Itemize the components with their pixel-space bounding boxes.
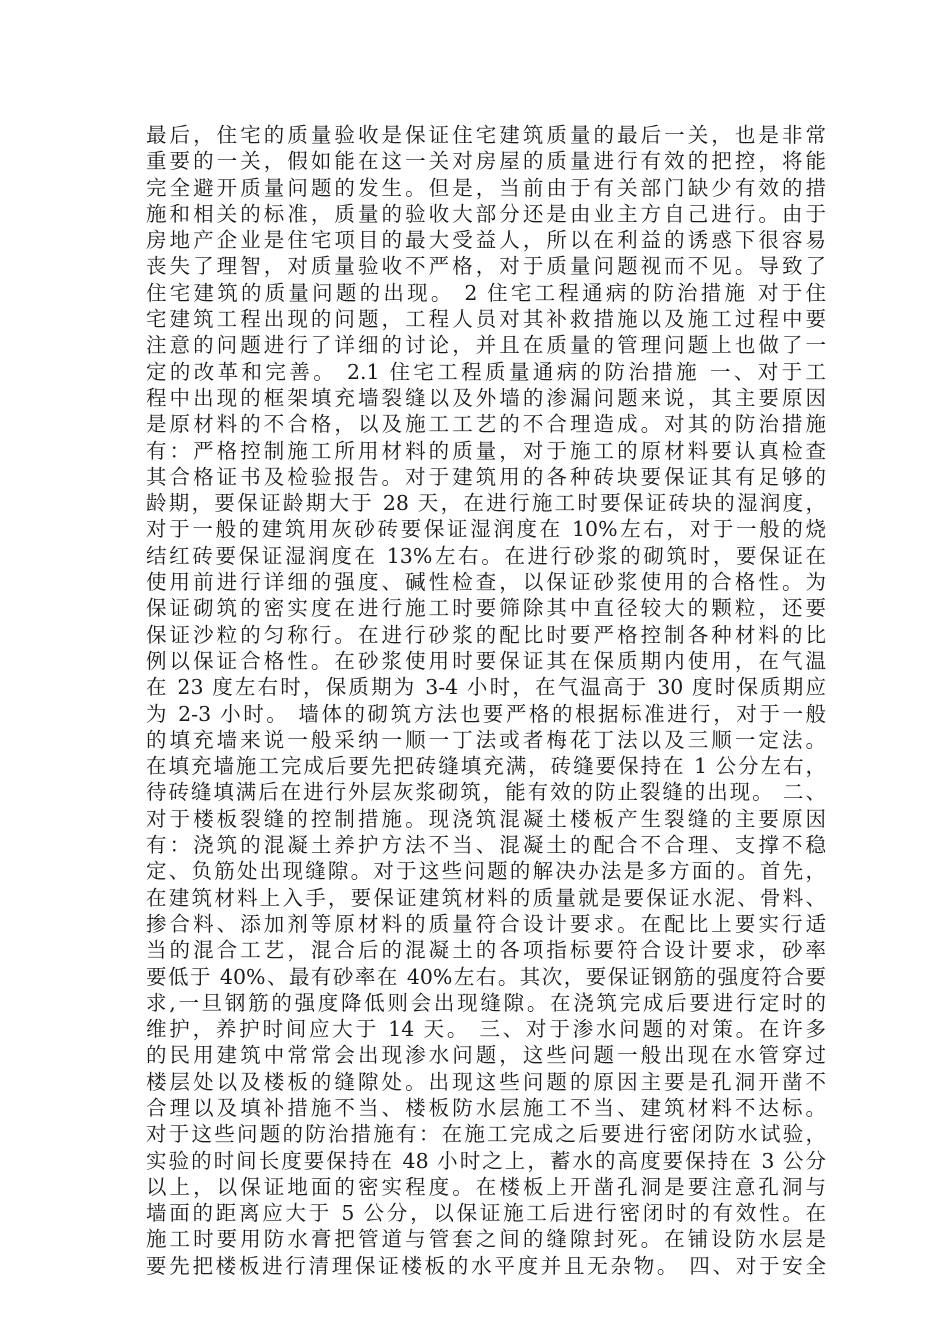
text-line: 实验的时间长度要保持在 48 小时之上，蓄水的高度要保持在 3 公分 — [146, 1148, 826, 1173]
text-line: 的填充墙来说一般采纳一顺一丁法或者梅花丁法以及三顺一定法。 — [146, 727, 826, 752]
text-line: 其合格证书及检验报告。对于建筑用的各种砖块要保证其有足够的 — [146, 464, 826, 489]
text-line: 最后，住宅的质量验收是保证住宅建筑质量的最后一关，也是非常 — [146, 123, 826, 147]
text-line: 楼层处以及楼板的缝隙处。出现这些问题的原因主要是孔洞开凿不 — [146, 1069, 826, 1094]
text-line: 重要的一关，假如能在这一关对房屋的质量进行有效的把控，将能 — [146, 149, 826, 174]
text-line: 注意的问题进行了详细的讨论，并且在质量的管理问题上也做了一 — [146, 333, 826, 358]
text-line: 在 23 度左右时，保质期为 3-4 小时，在气温高于 30 度时保质期应 — [146, 675, 826, 700]
text-line: 有：浇筑的混凝土养护方法不当、混凝土的配合不合理、支撑不稳 — [146, 833, 826, 858]
text-line: 以上，以保证地面的密实程度。在楼板上开凿孔洞是要注意孔洞与 — [146, 1174, 826, 1199]
text-line: 合理以及填补措施不当、楼板防水层施工不当、建筑材料不达标。 — [146, 1095, 826, 1120]
text-line: 完全避开质量问题的发生。但是，当前由于有关部门缺少有效的措 — [146, 175, 826, 200]
text-line: 保证沙粒的匀称行。在进行砂浆的配比时要严格控制各种材料的比 — [146, 622, 826, 647]
text-line: 结红砖要保证湿润度在 13%左右。在进行砂浆的砌筑时，要保证在 — [146, 543, 826, 568]
text-line: 龄期，要保证龄期大于 28 天，在进行施工时要保证砖块的湿润度， — [146, 491, 826, 516]
text-line: 例以保证合格性。在砂浆使用时要保证其在保质期内使用，在气温 — [146, 648, 826, 673]
text-line: 使用前进行详细的强度、碱性检查，以保证砂浆使用的合格性。为 — [146, 570, 826, 595]
text-line: 施工时要用防水膏把管道与管套之间的缝隙封死。在铺设防水层是 — [146, 1227, 826, 1252]
text-line: 对于这些问题的防治措施有：在施工完成之后要进行密闭防水试验， — [146, 1122, 826, 1147]
text-line: 要先把楼板进行清理保证楼板的水平度并且无杂物。 四、对于安全 — [146, 1253, 826, 1278]
text-line: 求,一旦钢筋的强度降低则会出现缝隙。在浇筑完成后要进行定时的 — [146, 990, 826, 1015]
text-line: 要低于 40%、最有砂率在 40%左右。其次，要保证钢筋的强度符合要 — [146, 964, 826, 989]
text-line: 定、负筋处出现缝隙。对于这些问题的解决办法是多方面的。首先， — [146, 859, 826, 884]
text-line: 对于楼板裂缝的控制措施。现浇筑混凝土楼板产生裂缝的主要原因 — [146, 806, 826, 831]
text-line: 在填充墙施工完成后要先把砖缝填充满，砖缝要保持在 1 公分左右， — [146, 754, 826, 779]
text-line: 对于一般的建筑用灰砂砖要保证湿润度在 10%左右，对于一般的烧 — [146, 517, 826, 542]
text-line: 定的改革和完善。 2.1 住宅工程质量通病的防治措施 一、对于工 — [146, 359, 826, 384]
text-line: 是原材料的不合格，以及施工工艺的不合理造成。对其的防治措施 — [146, 412, 826, 437]
text-line: 有：严格控制施工所用材料的质量，对于施工的原材料要认真检查 — [146, 438, 826, 463]
text-line: 维护，养护时间应大于 14 天。 三、对于渗水问题的对策。在许多 — [146, 1017, 826, 1042]
text-line: 为 2-3 小时。 墙体的砌筑方法也要严格的根据标准进行，对于一般 — [146, 701, 826, 726]
text-line: 施和相关的标准，质量的验收大部分还是由业主方自己进行。由于 — [146, 201, 826, 226]
body-text — [146, 122, 826, 1279]
text-line: 宅建筑工程出现的问题，工程人员对其补救措施以及施工过程中要 — [146, 307, 826, 332]
text-line: 房地产企业是住宅项目的最大受益人，所以在利益的诱惑下很容易 — [146, 228, 826, 253]
text-line: 墙面的距离应大于 5 公分，以保证施工后进行密闭时的有效性。在 — [146, 1201, 826, 1226]
text-line: 丧失了理智，对质量验收不严格，对于质量问题视而不见。导致了 — [146, 254, 826, 279]
text-line: 住宅建筑的质量问题的出现。 2 住宅工程通病的防治措施 对于住 — [146, 280, 826, 305]
text-line: 掺合料、添加剂等原材料的质量符合设计要求。在配比上要实行适 — [146, 911, 826, 936]
text-line: 待砖缝填满后在进行外层灰浆砌筑，能有效的防止裂缝的出现。 二、 — [146, 780, 826, 805]
text-line: 当的混合工艺，混合后的混凝土的各项指标要符合设计要求，砂率 — [146, 938, 826, 963]
text-line: 在建筑材料上入手，要保证建筑材料的质量就是要保证水泥、骨料、 — [146, 885, 826, 910]
text-line: 的民用建筑中常常会出现渗水问题，这些问题一般出现在水管穿过 — [146, 1043, 826, 1068]
text-line: 程中出现的框架填充墙裂缝以及外墙的渗漏问题来说，其主要原因 — [146, 385, 826, 410]
text-line: 保证砌筑的密实度在进行施工时要筛除其中直径较大的颗粒，还要 — [146, 596, 826, 621]
